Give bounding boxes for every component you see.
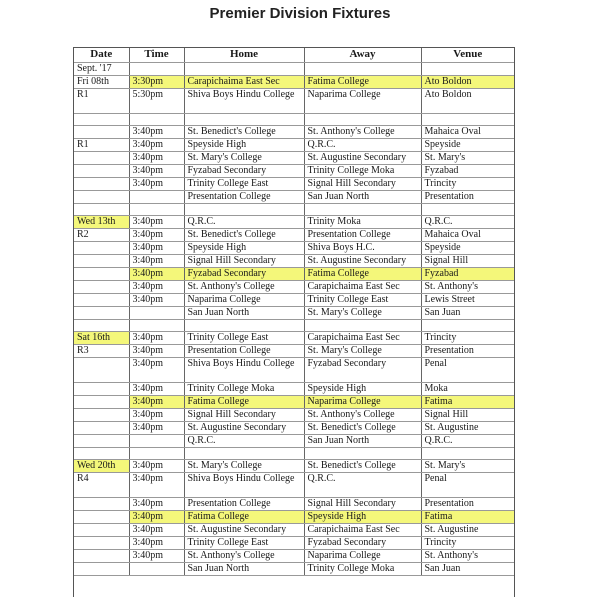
home-cell: Naparima College bbox=[184, 294, 304, 307]
venue-cell: Fyzabad bbox=[421, 165, 514, 178]
venue-cell: St. Anthony's bbox=[421, 550, 514, 563]
away-cell: St. Mary's College bbox=[304, 345, 421, 358]
spacer-cell bbox=[421, 448, 514, 460]
date-cell bbox=[74, 294, 129, 307]
venue-cell: St. Anthony's bbox=[421, 281, 514, 294]
away-cell: Fatima College bbox=[304, 76, 421, 89]
away-cell: St. Anthony's College bbox=[304, 126, 421, 139]
table-row bbox=[74, 435, 514, 448]
date-cell bbox=[74, 511, 129, 524]
away-cell: Naparima College bbox=[304, 89, 421, 114]
time-cell: 3:40pm bbox=[129, 524, 184, 537]
away-cell: Q.R.C. bbox=[304, 139, 421, 152]
spacer-cell bbox=[304, 114, 421, 126]
date-cell: Sat 16th bbox=[74, 332, 129, 345]
spacer-cell bbox=[74, 204, 129, 216]
away-cell: St. Augustine Secondary bbox=[304, 152, 421, 165]
date-cell: Sept. '17 bbox=[74, 63, 129, 76]
home-cell: Signal Hill Secondary bbox=[184, 409, 304, 422]
home-cell: Presentation College bbox=[184, 345, 304, 358]
date-cell bbox=[74, 498, 129, 511]
fixtures-sheet bbox=[73, 47, 515, 597]
time-cell: 3:40pm bbox=[129, 409, 184, 422]
time-cell: 3:40pm bbox=[129, 139, 184, 152]
time-cell: 3:40pm bbox=[129, 396, 184, 409]
table-row bbox=[74, 563, 514, 576]
date-cell bbox=[74, 537, 129, 550]
away-cell: Speyside High bbox=[304, 511, 421, 524]
away-cell: Presentation College bbox=[304, 229, 421, 242]
spacer-cell bbox=[74, 448, 129, 460]
away-cell: Fyzabad Secondary bbox=[304, 537, 421, 550]
home-cell: Q.R.C. bbox=[184, 435, 304, 448]
date-cell: R1 bbox=[74, 139, 129, 152]
time-cell bbox=[129, 191, 184, 204]
home-cell: Trinity College East bbox=[184, 537, 304, 550]
venue-cell: Signal Hill bbox=[421, 409, 514, 422]
table-row bbox=[74, 178, 514, 191]
away-cell: Signal Hill Secondary bbox=[304, 498, 421, 511]
table-row bbox=[74, 76, 514, 89]
time-cell: 3:40pm bbox=[129, 216, 184, 229]
home-cell: Speyside High bbox=[184, 139, 304, 152]
table-row bbox=[74, 473, 514, 498]
table-row bbox=[74, 63, 514, 76]
table-row bbox=[74, 409, 514, 422]
home-cell: St. Augustine Secondary bbox=[184, 524, 304, 537]
away-cell: San Juan North bbox=[304, 191, 421, 204]
venue-cell: St. Mary's bbox=[421, 152, 514, 165]
venue-cell: Mahaica Oval bbox=[421, 126, 514, 139]
away-cell: Trinity College Moka bbox=[304, 563, 421, 576]
time-cell bbox=[129, 563, 184, 576]
time-cell: 3:40pm bbox=[129, 294, 184, 307]
time-cell: 3:40pm bbox=[129, 229, 184, 242]
date-cell bbox=[74, 255, 129, 268]
away-cell: St. Mary's College bbox=[304, 307, 421, 320]
spacer-cell bbox=[421, 114, 514, 126]
table-row bbox=[74, 216, 514, 229]
venue-cell: Trincity bbox=[421, 332, 514, 345]
away-cell: San Juan North bbox=[304, 435, 421, 448]
fixtures-body bbox=[74, 48, 514, 576]
venue-cell: Fatima bbox=[421, 511, 514, 524]
spacer-cell bbox=[184, 204, 304, 216]
venue-cell: Penal bbox=[421, 473, 514, 498]
time-cell: 3:40pm bbox=[129, 165, 184, 178]
table-row bbox=[74, 126, 514, 139]
table-row bbox=[74, 191, 514, 204]
spacer-cell bbox=[129, 448, 184, 460]
date-cell bbox=[74, 268, 129, 281]
column-header-venue: Venue bbox=[421, 48, 514, 63]
date-cell bbox=[74, 165, 129, 178]
spacer-cell bbox=[184, 320, 304, 332]
date-cell bbox=[74, 242, 129, 255]
table-row bbox=[74, 332, 514, 345]
venue-cell: Ato Boldon bbox=[421, 89, 514, 114]
home-cell: Fatima College bbox=[184, 396, 304, 409]
table-row bbox=[74, 511, 514, 524]
venue-cell: Presentation bbox=[421, 498, 514, 511]
time-cell bbox=[129, 435, 184, 448]
spacer-cell bbox=[184, 114, 304, 126]
home-cell: Presentation College bbox=[184, 498, 304, 511]
table-row bbox=[74, 422, 514, 435]
spacer-row bbox=[74, 114, 514, 126]
spacer-cell bbox=[184, 448, 304, 460]
fixtures-table bbox=[74, 48, 514, 576]
away-cell: Fatima College bbox=[304, 268, 421, 281]
home-cell: St. Augustine Secondary bbox=[184, 422, 304, 435]
away-cell: Trinity College Moka bbox=[304, 165, 421, 178]
time-cell: 3:40pm bbox=[129, 242, 184, 255]
home-cell: Carapichaima East Sec bbox=[184, 76, 304, 89]
home-cell: Q.R.C. bbox=[184, 216, 304, 229]
home-cell bbox=[184, 63, 304, 76]
home-cell: Shiva Boys Hindu College bbox=[184, 473, 304, 498]
away-cell: Fyzabad Secondary bbox=[304, 358, 421, 383]
table-row bbox=[74, 307, 514, 320]
venue-cell: Penal bbox=[421, 358, 514, 383]
time-cell: 3:40pm bbox=[129, 255, 184, 268]
column-header-time: Time bbox=[129, 48, 184, 63]
date-cell bbox=[74, 524, 129, 537]
venue-cell bbox=[421, 63, 514, 76]
date-cell: R3 bbox=[74, 345, 129, 358]
venue-cell: Ato Boldon bbox=[421, 76, 514, 89]
time-cell: 3:40pm bbox=[129, 460, 184, 473]
table-row bbox=[74, 294, 514, 307]
time-cell: 3:40pm bbox=[129, 473, 184, 498]
home-cell: Signal Hill Secondary bbox=[184, 255, 304, 268]
venue-cell: St. Augustine bbox=[421, 524, 514, 537]
table-row bbox=[74, 498, 514, 511]
venue-cell: Mahaica Oval bbox=[421, 229, 514, 242]
date-cell bbox=[74, 358, 129, 383]
venue-cell: Fyzabad bbox=[421, 268, 514, 281]
away-cell: Naparima College bbox=[304, 396, 421, 409]
spacer-cell bbox=[421, 204, 514, 216]
date-cell bbox=[74, 178, 129, 191]
spacer-cell bbox=[74, 114, 129, 126]
table-row bbox=[74, 242, 514, 255]
away-cell: St. Augustine Secondary bbox=[304, 255, 421, 268]
table-row bbox=[74, 268, 514, 281]
date-cell: R1 bbox=[74, 89, 129, 114]
venue-cell: Speyside bbox=[421, 139, 514, 152]
home-cell: Fyzabad Secondary bbox=[184, 165, 304, 178]
away-cell: St. Benedict's College bbox=[304, 460, 421, 473]
home-cell: San Juan North bbox=[184, 307, 304, 320]
table-row bbox=[74, 358, 514, 383]
time-cell: 3:30pm bbox=[129, 76, 184, 89]
home-cell: St. Mary's College bbox=[184, 460, 304, 473]
venue-cell: St. Augustine bbox=[421, 422, 514, 435]
home-cell: St. Anthony's College bbox=[184, 550, 304, 563]
away-cell bbox=[304, 63, 421, 76]
away-cell: Naparima College bbox=[304, 550, 421, 563]
venue-cell: Lewis Street bbox=[421, 294, 514, 307]
away-cell: Q.R.C. bbox=[304, 473, 421, 498]
time-cell: 3:40pm bbox=[129, 152, 184, 165]
home-cell: St. Benedict's College bbox=[184, 126, 304, 139]
date-cell bbox=[74, 550, 129, 563]
date-cell bbox=[74, 563, 129, 576]
column-header-date: Date bbox=[74, 48, 129, 63]
away-cell: Shiva Boys H.C. bbox=[304, 242, 421, 255]
home-cell: Fyzabad Secondary bbox=[184, 268, 304, 281]
time-cell: 5:30pm bbox=[129, 89, 184, 114]
away-cell: Carapichaima East Sec bbox=[304, 524, 421, 537]
time-cell bbox=[129, 63, 184, 76]
spacer-cell bbox=[129, 204, 184, 216]
table-row bbox=[74, 89, 514, 114]
table-row bbox=[74, 229, 514, 242]
date-cell: R4 bbox=[74, 473, 129, 498]
home-cell: St. Mary's College bbox=[184, 152, 304, 165]
venue-cell: San Juan bbox=[421, 563, 514, 576]
column-header-away: Away bbox=[304, 48, 421, 63]
table-row bbox=[74, 383, 514, 396]
date-cell bbox=[74, 383, 129, 396]
table-row bbox=[74, 255, 514, 268]
spacer-cell bbox=[74, 320, 129, 332]
home-cell: Trinity College East bbox=[184, 332, 304, 345]
date-cell bbox=[74, 422, 129, 435]
venue-cell: Trincity bbox=[421, 537, 514, 550]
date-cell bbox=[74, 281, 129, 294]
table-row bbox=[74, 165, 514, 178]
spacer-cell bbox=[421, 320, 514, 332]
home-cell: Trinity College East bbox=[184, 178, 304, 191]
spacer-row bbox=[74, 320, 514, 332]
date-cell bbox=[74, 435, 129, 448]
date-cell: Wed 20th bbox=[74, 460, 129, 473]
spacer-row bbox=[74, 204, 514, 216]
spacer-row bbox=[74, 448, 514, 460]
away-cell: St. Anthony's College bbox=[304, 409, 421, 422]
date-cell: Fri 08th bbox=[74, 76, 129, 89]
table-row bbox=[74, 345, 514, 358]
date-cell bbox=[74, 396, 129, 409]
time-cell: 3:40pm bbox=[129, 383, 184, 396]
time-cell: 3:40pm bbox=[129, 268, 184, 281]
time-cell bbox=[129, 307, 184, 320]
date-cell bbox=[74, 191, 129, 204]
table-row bbox=[74, 139, 514, 152]
home-cell: St. Anthony's College bbox=[184, 281, 304, 294]
time-cell: 3:40pm bbox=[129, 126, 184, 139]
time-cell: 3:40pm bbox=[129, 281, 184, 294]
time-cell: 3:40pm bbox=[129, 178, 184, 191]
date-cell bbox=[74, 126, 129, 139]
spacer-cell bbox=[129, 114, 184, 126]
venue-cell: Speyside bbox=[421, 242, 514, 255]
spacer-cell bbox=[304, 448, 421, 460]
spacer-cell bbox=[304, 320, 421, 332]
table-row bbox=[74, 537, 514, 550]
home-cell: St. Benedict's College bbox=[184, 229, 304, 242]
home-cell: San Juan North bbox=[184, 563, 304, 576]
away-cell: Trinity Moka bbox=[304, 216, 421, 229]
time-cell: 3:40pm bbox=[129, 345, 184, 358]
venue-cell: St. Mary's bbox=[421, 460, 514, 473]
table-header bbox=[74, 48, 514, 63]
time-cell: 3:40pm bbox=[129, 511, 184, 524]
home-cell: Fatima College bbox=[184, 511, 304, 524]
time-cell: 3:40pm bbox=[129, 550, 184, 563]
home-cell: Shiva Boys Hindu College bbox=[184, 358, 304, 383]
table-row bbox=[74, 524, 514, 537]
date-cell bbox=[74, 152, 129, 165]
venue-cell: Presentation bbox=[421, 345, 514, 358]
venue-cell: Q.R.C. bbox=[421, 435, 514, 448]
venue-cell: Moka bbox=[421, 383, 514, 396]
spacer-cell bbox=[129, 320, 184, 332]
table-row bbox=[74, 550, 514, 563]
time-cell: 3:40pm bbox=[129, 537, 184, 550]
date-cell: R2 bbox=[74, 229, 129, 242]
page-title: Premier Division Fixtures bbox=[209, 5, 391, 22]
venue-cell: Q.R.C. bbox=[421, 216, 514, 229]
away-cell: Trinity College East bbox=[304, 294, 421, 307]
time-cell: 3:40pm bbox=[129, 498, 184, 511]
away-cell: Speyside High bbox=[304, 383, 421, 396]
column-header-home: Home bbox=[184, 48, 304, 63]
away-cell: Carapichaima East Sec bbox=[304, 332, 421, 345]
home-cell: Shiva Boys Hindu College bbox=[184, 89, 304, 114]
date-cell bbox=[74, 307, 129, 320]
spacer-cell bbox=[304, 204, 421, 216]
date-cell bbox=[74, 409, 129, 422]
away-cell: St. Benedict's College bbox=[304, 422, 421, 435]
venue-cell: Signal Hill bbox=[421, 255, 514, 268]
home-cell: Presentation College bbox=[184, 191, 304, 204]
venue-cell: Presentation bbox=[421, 191, 514, 204]
time-cell: 3:40pm bbox=[129, 422, 184, 435]
time-cell: 3:40pm bbox=[129, 358, 184, 383]
away-cell: Carapichaima East Sec bbox=[304, 281, 421, 294]
date-cell: Wed 13th bbox=[74, 216, 129, 229]
venue-cell: San Juan bbox=[421, 307, 514, 320]
venue-cell: Trincity bbox=[421, 178, 514, 191]
away-cell: Signal Hill Secondary bbox=[304, 178, 421, 191]
table-row bbox=[74, 152, 514, 165]
table-row bbox=[74, 460, 514, 473]
venue-cell: Fatima bbox=[421, 396, 514, 409]
time-cell: 3:40pm bbox=[129, 332, 184, 345]
home-cell: Speyside High bbox=[184, 242, 304, 255]
table-row bbox=[74, 396, 514, 409]
home-cell: Trinity College Moka bbox=[184, 383, 304, 396]
table-row bbox=[74, 281, 514, 294]
